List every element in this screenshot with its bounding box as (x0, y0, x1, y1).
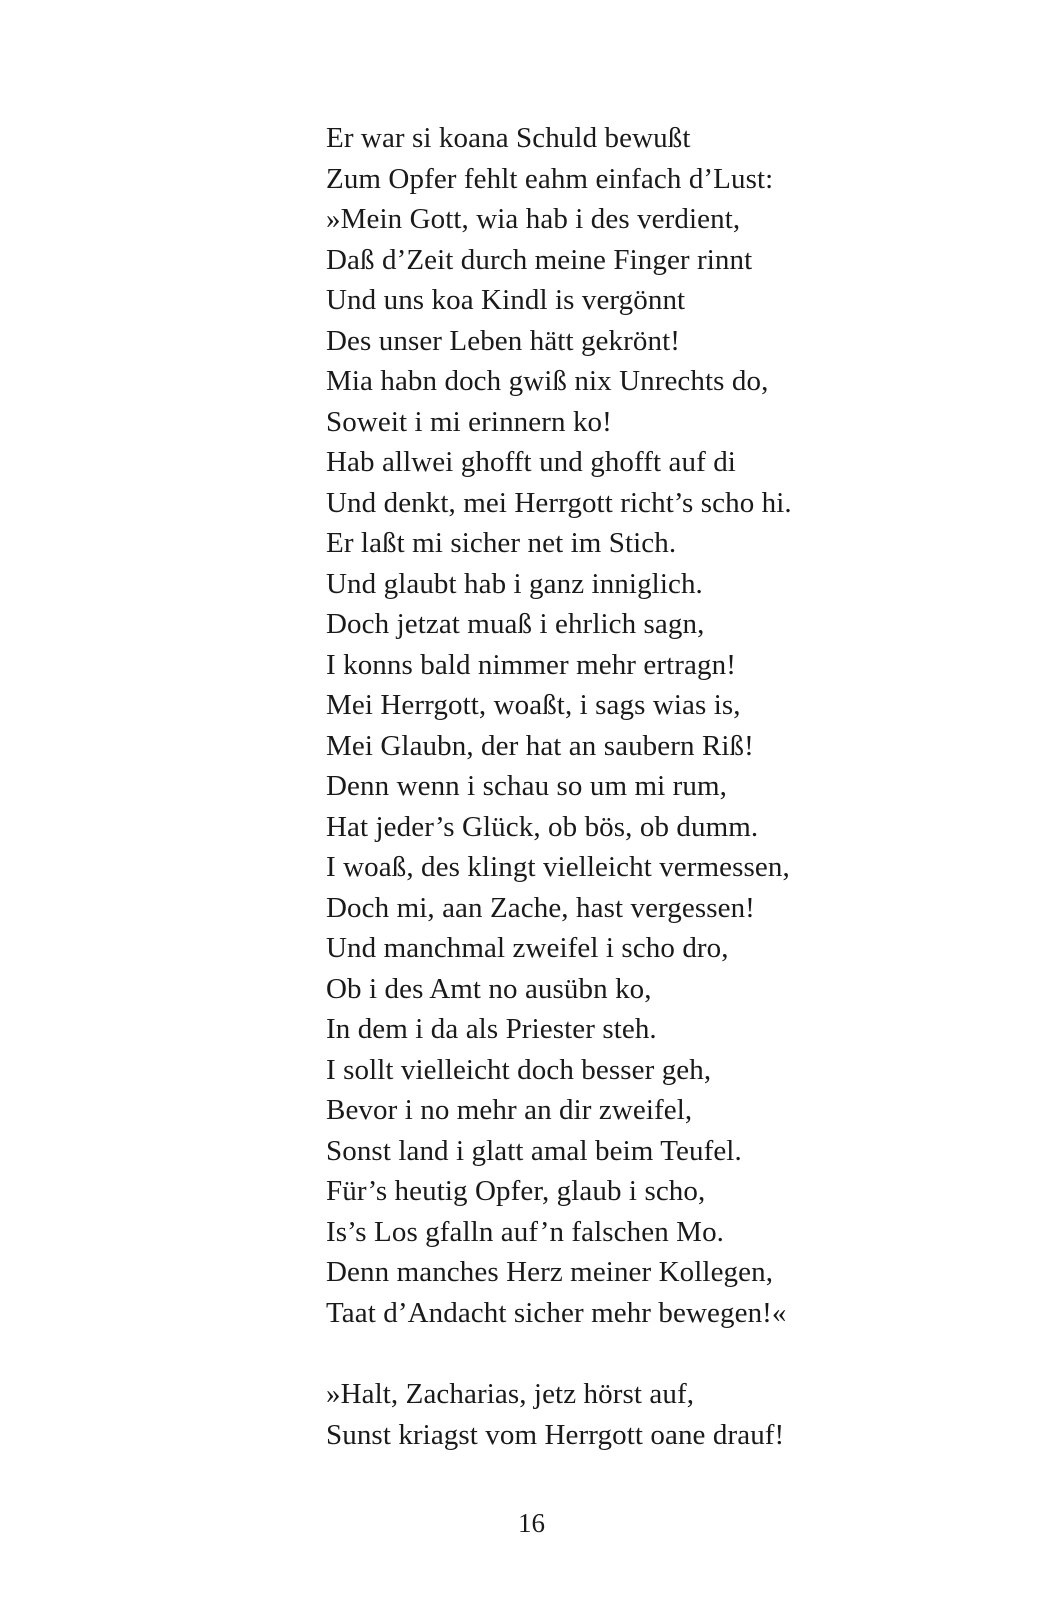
poem-line: Doch mi, aan Zache, hast vergessen! (326, 891, 755, 924)
poem-line: Taat d’Andacht sicher mehr bewegen!« (326, 1296, 787, 1329)
poem-line: Denn manches Herz meiner Kollegen, (326, 1256, 774, 1288)
page-number: 16 (518, 1508, 545, 1538)
poem-line: Und uns koa Kindl is vergönnt (326, 284, 686, 316)
poem-line: Und denkt, mei Herrgott richt’s scho hi. (326, 486, 792, 519)
poem-line: Mei Herrgott, woaßt, i sags wias is, (326, 689, 741, 721)
poem-line: Hat jeder’s Glück, ob bös, ob dumm. (326, 810, 759, 843)
poem-line: Und glaubt hab i ganz inniglich. (326, 567, 703, 600)
poem-line: Er laßt mi sicher net im Stich. (326, 527, 677, 559)
poem-line: Ob i des Amt no ausübn ko, (326, 972, 652, 1005)
poem-line: I sollt vielleicht doch besser geh, (326, 1053, 712, 1086)
poem-line: I woaß, des klingt vielleicht vermessen, (326, 851, 790, 883)
stanza-1 (326, 118, 886, 1333)
poem-line: Bevor i no mehr an dir zweifel, (326, 1094, 693, 1126)
poem-line: Sunst kriagst vom Herrgott oane drauf! (326, 1418, 785, 1451)
poem-line: »Halt, Zacharias, jetz hörst auf, (326, 1378, 695, 1410)
poem-line: Des unser Leben hätt gekrönt! (326, 324, 681, 357)
poem-line: Und manchmal zweifel i scho dro, (326, 932, 729, 964)
poem-line: Soweit i mi erinnern ko! (326, 405, 612, 438)
poem-line: Denn wenn i schau so um mi rum, (326, 770, 727, 802)
stanza-2 (326, 1374, 886, 1455)
poem-line: Er war si koana Schuld bewußt (326, 122, 691, 154)
poem-line: »Mein Gott, wia hab i des verdient, (326, 203, 741, 235)
poem-line: In dem i da als Priester steh. (326, 1013, 657, 1045)
poem-line: Mia habn doch gwiß nix Unrechts do, (326, 365, 769, 397)
poem-line: Hab allwei ghofft und ghofft auf di (326, 446, 736, 478)
poem-line: Is’s Los gfalln auf’n falschen Mo. (326, 1215, 725, 1248)
poem-line: Für’s heutig Opfer, glaub i scho, (326, 1175, 706, 1207)
poem-line: Mei Glaubn, der hat an saubern Riß! (326, 729, 754, 762)
poem-line: Daß d’Zeit durch meine Finger rinnt (326, 243, 753, 276)
poem-line: I konns bald nimmer mehr ertragn! (326, 648, 736, 681)
poem-line: Zum Opfer fehlt eahm einfach d’Lust: (326, 162, 774, 195)
poem-text (326, 118, 886, 1455)
poem-line: Sonst land i glatt amal beim Teufel. (326, 1134, 742, 1167)
poem-line: Doch jetzat muaß i ehrlich sagn, (326, 608, 705, 640)
